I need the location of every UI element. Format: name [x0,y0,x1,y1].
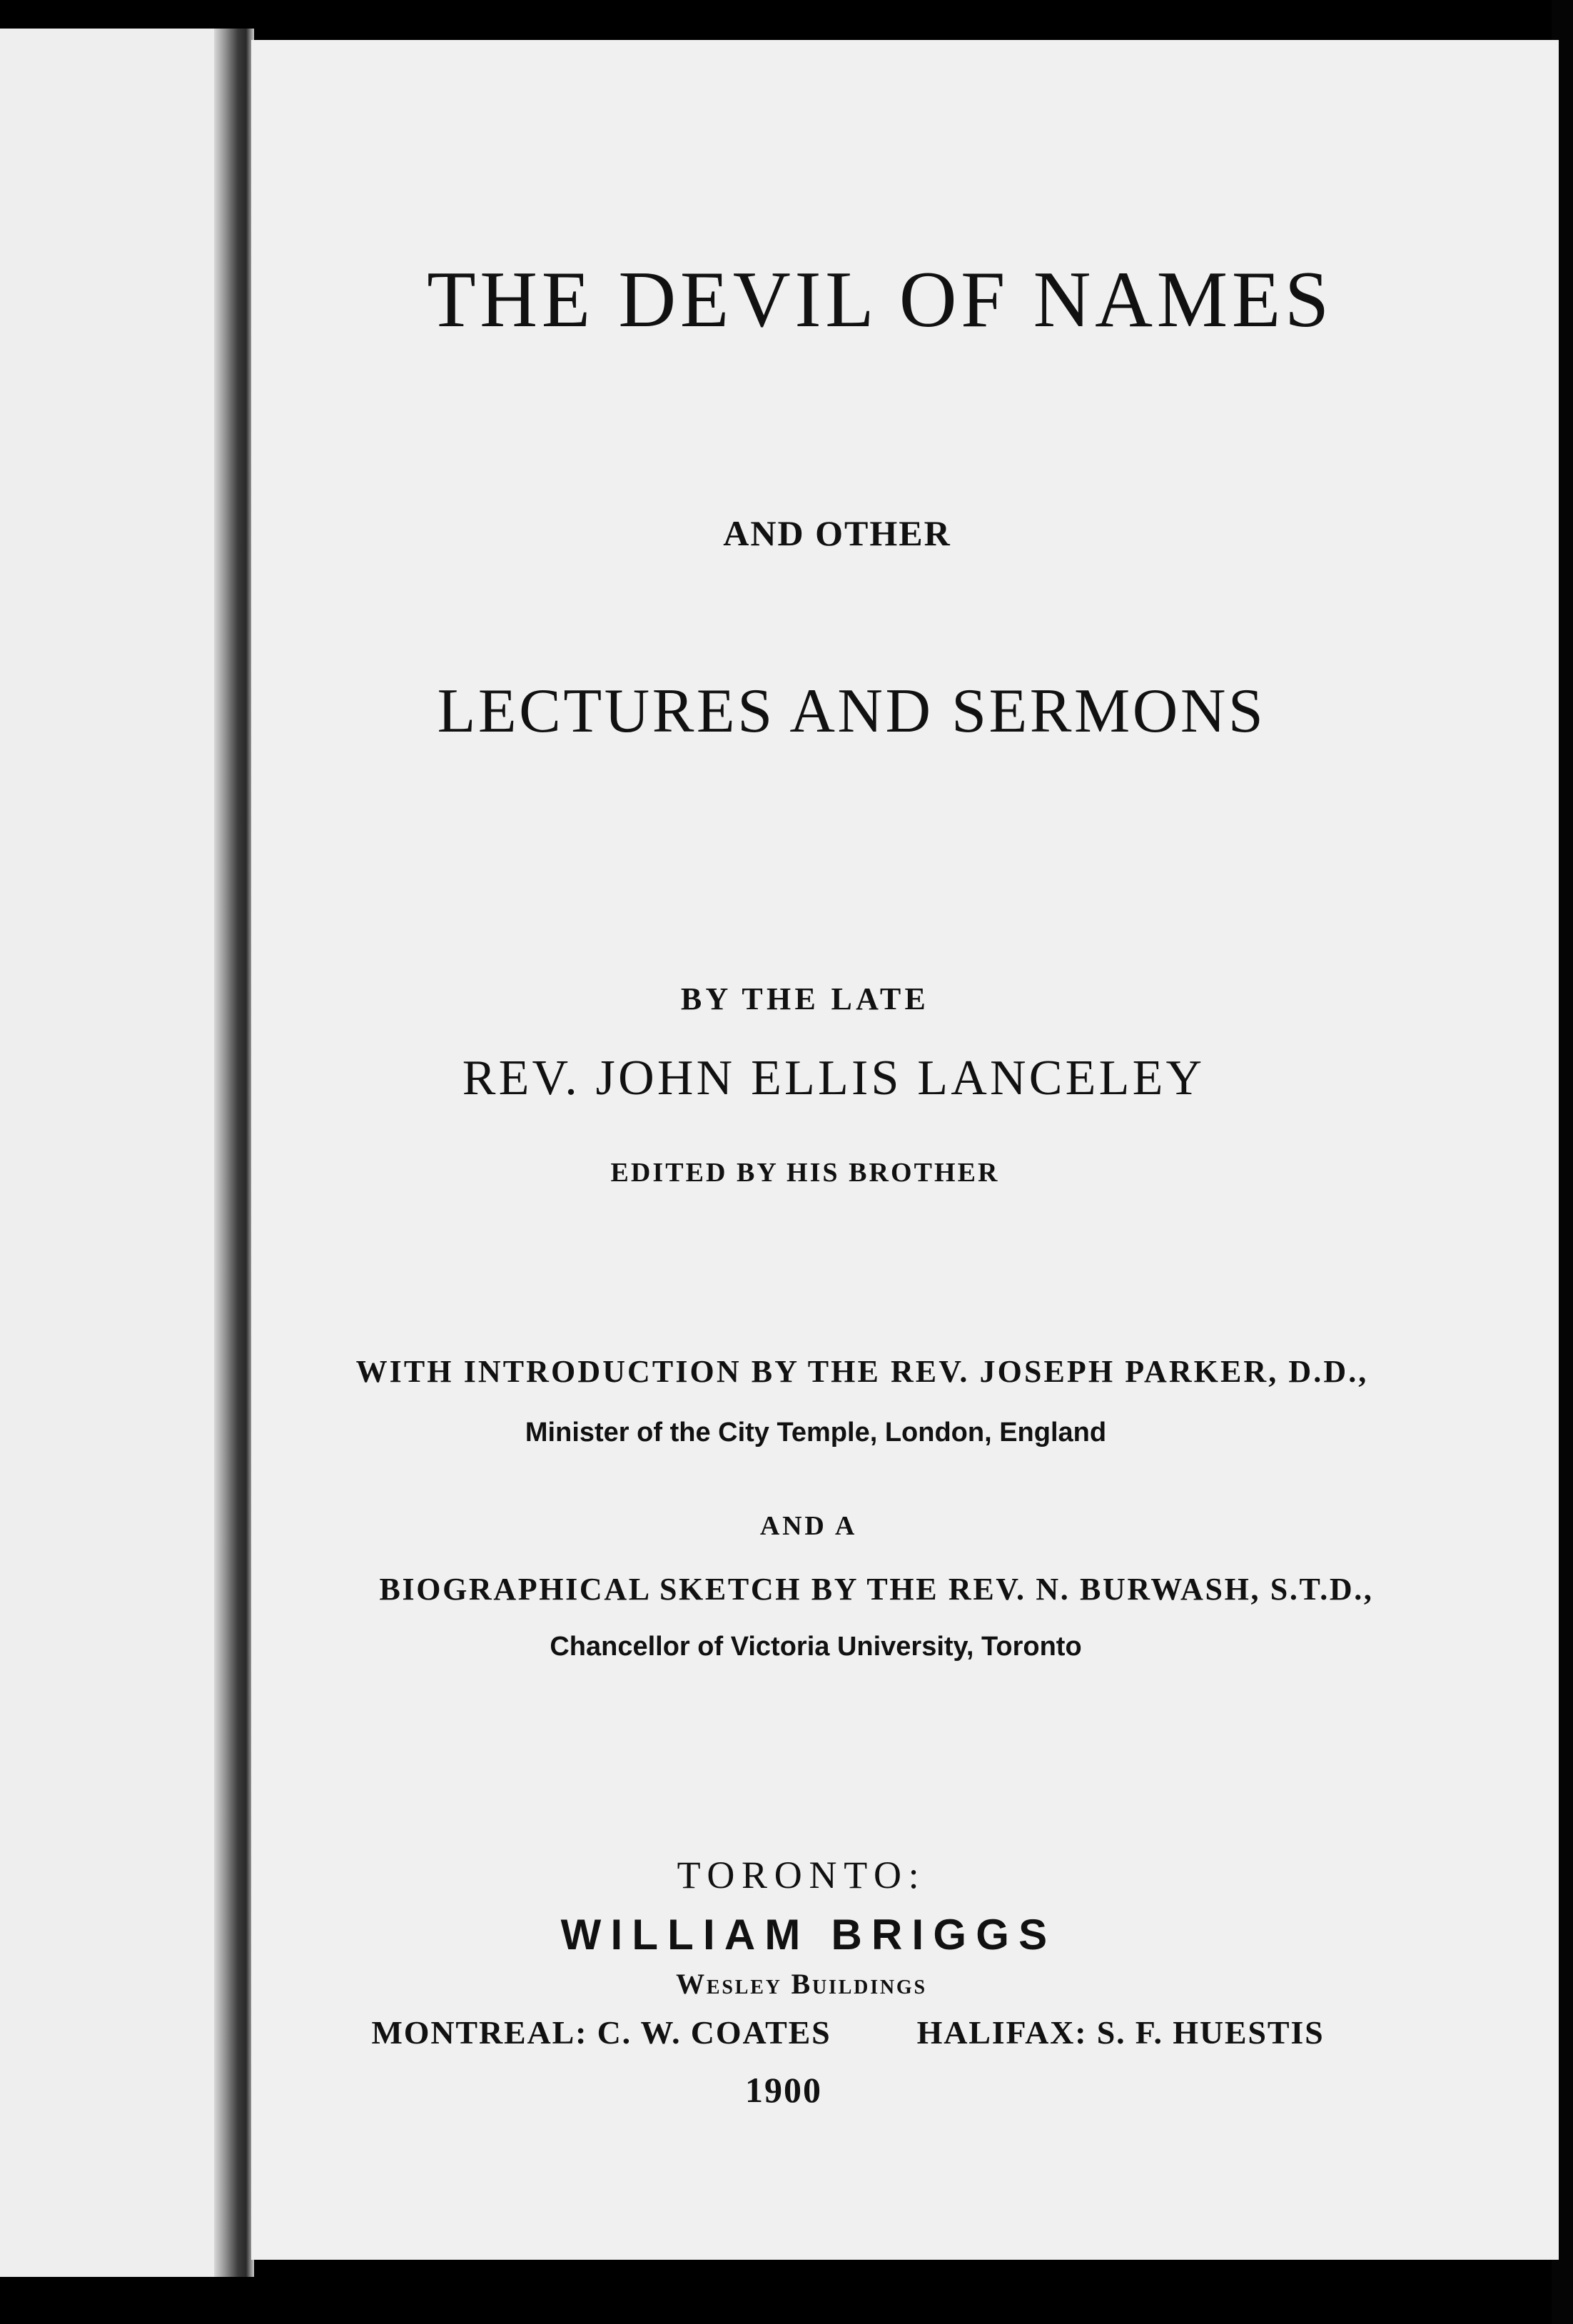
title-page [251,40,1559,2260]
imprint-address: Wesley Buildings [676,1968,927,2000]
author-prefix: BY THE LATE [680,981,930,1016]
introduction-affiliation: Minister of the City Temple, London, England [525,1418,1107,1448]
book-title: THE DEVIL OF NAMES [427,256,1333,344]
branch-montreal: MONTREAL: C. W. COATES [371,2014,831,2051]
introduction-credit: WITH INTRODUCTION BY THE REV. JOSEPH PARKER, D.D., [355,1354,1369,1389]
editor-credit: EDITED BY HIS BROTHER [610,1158,1000,1188]
author-name: REV. JOHN ELLIS LANCELEY [462,1051,1205,1106]
credit-connector: AND A [759,1511,858,1541]
book-subtitle: LECTURES AND SERMONS [437,677,1266,746]
biographical-sketch-credit: BIOGRAPHICAL SKETCH BY THE REV. N. BURWASH, S.T.D., [379,1572,1374,1607]
imprint-publisher: WILLIAM BRIGGS [560,1911,1057,1959]
branch-halifax: HALIFAX: S. F. HUESTIS [916,2014,1325,2051]
imprint-branches [194,2014,1502,2051]
imprint-city: TORONTO: [677,1854,926,1896]
title-connector: AND OTHER [723,513,951,553]
publication-year: 1900 [745,2070,822,2110]
sketch-affiliation: Chancellor of Victoria University, Toronto [550,1632,1082,1662]
